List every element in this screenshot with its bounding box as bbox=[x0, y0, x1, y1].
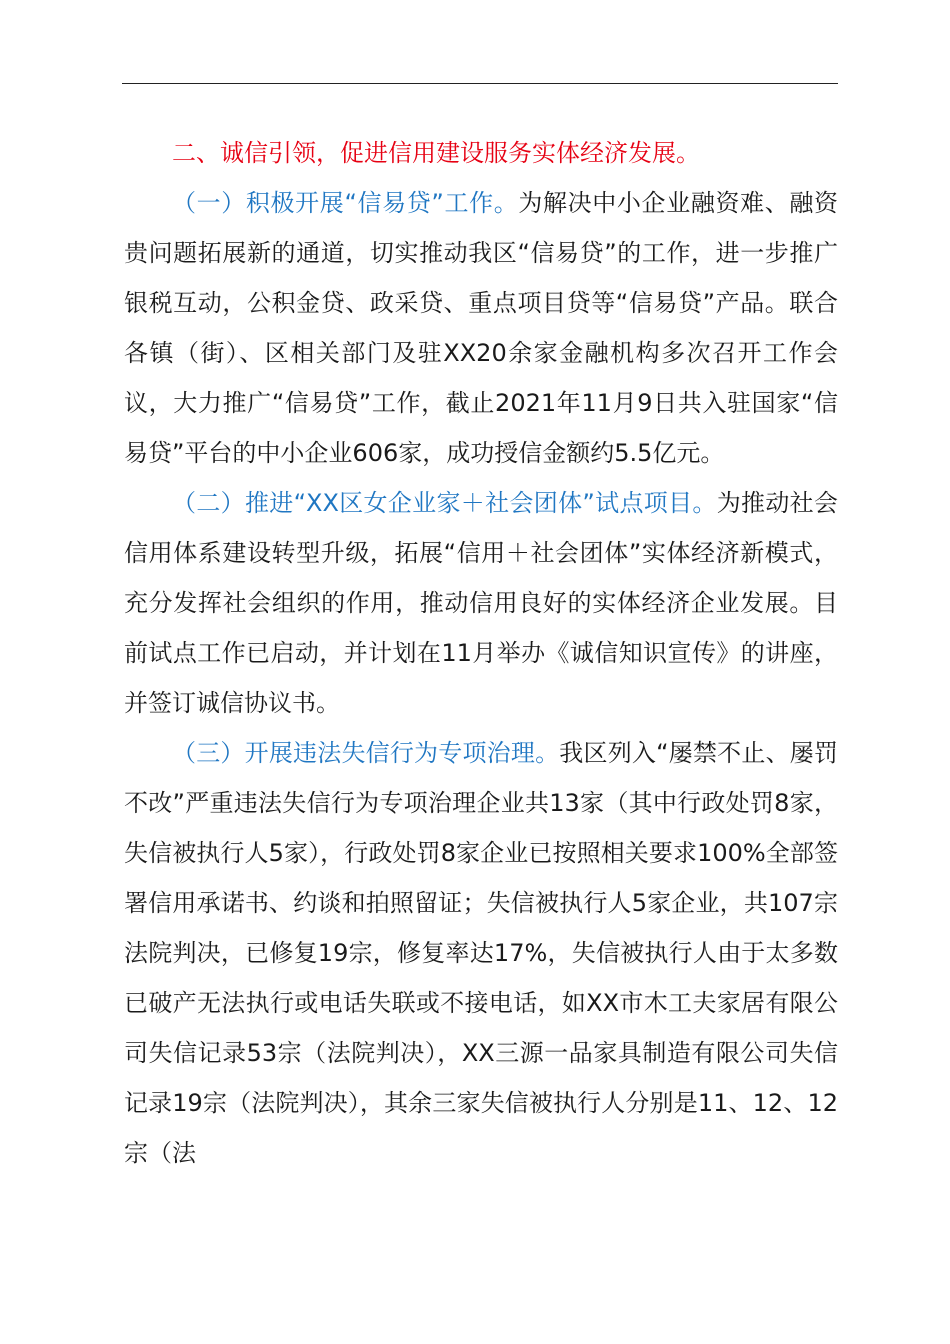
subheading-special-governance: （三）开展违法失信行为专项治理。 bbox=[172, 739, 560, 767]
paragraph-special-governance bbox=[124, 728, 838, 1178]
paragraph-text: 为推动社会信用体系建设转型升级，拓展“信用＋社会团体”实体经济新模式，充分发挥社会组织的作用，推动信用良好的实体经济企业发展。目前试点工作已启动，并计划在11月举办《诚信知识宣传》的讲座，并签订诚信协议书。 bbox=[124, 489, 839, 717]
header-rule bbox=[122, 83, 838, 84]
paragraph-text: 我区列入“屡禁不止、屡罚不改”严重违法失信行为专项治理企业共13家（其中行政处罚8家，失信被执行人5家），行政处罚8家企业已按照相关要求100%全部签署信用承诺书、约谈和拍照留证；失信被执行人5家企业，共107宗法院判决，已修复19宗，修复率达17%，失信被执行人由于太多数已破产无法执行或电话失联或不接电话，如XX市木工夫家居有限公司失信记录53宗（法院判决），XX三源一品家具制造有限公司失信记录19宗（法院判决），其余三家失信被执行人分别是11、12、12宗（法 bbox=[124, 739, 838, 1167]
document-body bbox=[124, 128, 838, 1178]
subheading-credit-loan: （一）积极开展“信易贷”工作。 bbox=[172, 189, 519, 217]
paragraph-text: 为解决中小企业融资难、融资贵问题拓展新的通道，切实推动我区“信易贷”的工作，进一步推广银税互动，公积金贷、政采贷、重点项目贷等“信易贷”产品。联合各镇（街）、区相关部门及驻XX20余家金融机构多次召开工作会议，大力推广“信易贷”工作，截止2021年11月9日共入驻国家“信易贷”平台的中小企业606家，成功授信金额约5.5亿元。 bbox=[124, 189, 839, 467]
paragraph-credit-loan bbox=[124, 178, 838, 478]
subheading-pilot-project: （二）推进“XX区女企业家＋社会团体”试点项目。 bbox=[172, 489, 717, 517]
section-heading: 二、诚信引领，促进信用建设服务实体经济发展。 bbox=[172, 139, 700, 167]
paragraph-pilot-project bbox=[124, 478, 838, 728]
